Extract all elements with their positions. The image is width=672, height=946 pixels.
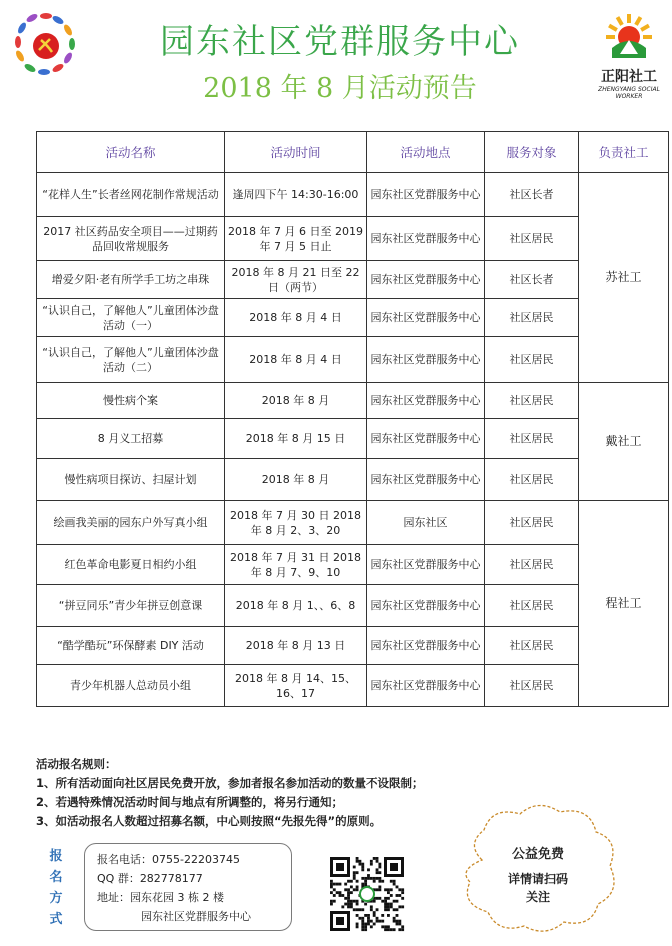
- table-row: [37, 627, 669, 665]
- brand-name: 正阳社工: [601, 69, 657, 85]
- activity-name-cell: 增爱夕阳·老有所学手工坊之串珠: [37, 261, 225, 299]
- activity-target-cell: 社区居民: [485, 627, 579, 665]
- worker-cell: 苏社工: [579, 173, 669, 383]
- cloud-text: [452, 846, 624, 906]
- activity-name-cell: 绘画我美丽的园东户外写真小组: [37, 501, 225, 545]
- activity-time-cell: 2018 年 8 月 15 日: [225, 419, 367, 459]
- activity-time-cell: 2018 年 7 月 6 日至 2019 年 7 月 5 日止: [225, 217, 367, 261]
- table-row: [37, 173, 669, 217]
- activity-name-cell: 红色革命电影夏日相约小组: [37, 545, 225, 585]
- activity-target-cell: 社区长者: [485, 261, 579, 299]
- activity-name-cell: 慢性病项目探访、扫屋计划: [37, 459, 225, 501]
- activity-place-cell: 园东社区党群服务中心: [367, 299, 485, 337]
- activity-time-cell: 2018 年 8 月 4 日: [225, 299, 367, 337]
- activity-place-cell: 园东社区党群服务中心: [367, 419, 485, 459]
- table-header-row: [37, 132, 669, 173]
- registration-title-char: 名: [49, 870, 63, 885]
- activity-name-cell: “拼豆同乐”青少年拼豆创意课: [37, 585, 225, 627]
- cloud-line-3: 关注: [525, 890, 550, 904]
- contact-address-2: 园东社区党群服务中心: [141, 910, 251, 923]
- activity-target-cell: 社区居民: [485, 217, 579, 261]
- table-row: [37, 299, 669, 337]
- activity-time-cell: 2018 年 7 月 30 日 2018 年 8 月 2、3、20: [225, 501, 367, 545]
- table-row: [37, 383, 669, 419]
- table-row: [37, 419, 669, 459]
- activity-time-cell: 逢周四下午 14:30-16:00: [225, 173, 367, 217]
- activity-time-cell: 2018 年 8 月 1、、6、8: [225, 585, 367, 627]
- activity-time-cell: 2018 年 7 月 31 日 2018 年 8 月 7、9、10: [225, 545, 367, 585]
- column-header: 负责社工: [579, 132, 669, 173]
- table-row: [37, 585, 669, 627]
- rule-item: 1、所有活动面向社区居民免费开放，参加者报名参加活动的数量不设限制；: [36, 776, 424, 790]
- activity-place-cell: 园东社区党群服务中心: [367, 665, 485, 707]
- rule-item: 3、如活动报名人数超过招募名额，中心则按照“先报先得”的原则。: [36, 814, 382, 828]
- activity-target-cell: 社区居民: [485, 545, 579, 585]
- brand-logo: [590, 14, 668, 100]
- activity-time-cell: 2018 年 8 月 4 日: [225, 337, 367, 383]
- column-header: 活动名称: [37, 132, 225, 173]
- registration-title-char: 式: [49, 912, 63, 927]
- registration-title: [46, 846, 66, 930]
- activity-place-cell: 园东社区党群服务中心: [367, 337, 485, 383]
- activity-place-cell: 园东社区党群服务中心: [367, 545, 485, 585]
- activity-target-cell: 社区居民: [485, 501, 579, 545]
- worker-cell: 程社工: [579, 501, 669, 707]
- table-row: [37, 459, 669, 501]
- activity-target-cell: 社区居民: [485, 337, 579, 383]
- worker-cell: 戴社工: [579, 383, 669, 501]
- activity-time-cell: 2018 年 8 月 13 日: [225, 627, 367, 665]
- activity-name-cell: 2017 社区药品安全项目——过期药品回收常规服务: [37, 217, 225, 261]
- table-row: [37, 217, 669, 261]
- activity-time-cell: 2018 年 8 月: [225, 459, 367, 501]
- registration-title-char: 报: [49, 849, 63, 864]
- activity-target-cell: 社区居民: [485, 665, 579, 707]
- contact-address: 地址：园东花园 3 栋 2 楼: [97, 891, 224, 904]
- contact-qq: QQ 群：282778177: [97, 872, 203, 885]
- cloud-line-2: 详情请扫码: [507, 872, 568, 886]
- column-header: 活动时间: [225, 132, 367, 173]
- rule-item: 2、若遇特殊情况活动时间与地点有所调整的，将另行通知；: [36, 795, 343, 809]
- page-title: 园东社区党群服务中心: [160, 22, 520, 62]
- page-subtitle: 2018 年 8 月活动预告: [203, 73, 477, 104]
- table-row: [37, 337, 669, 383]
- activity-name-cell: “认识自己，了解他人”儿童团体沙盘活动（二）: [37, 337, 225, 383]
- brand-name-en: ZHENGYANG SOCIAL WORKER: [598, 86, 660, 100]
- activity-target-cell: 社区居民: [485, 299, 579, 337]
- activity-target-cell: 社区居民: [485, 585, 579, 627]
- activity-target-cell: 社区长者: [485, 173, 579, 217]
- cloud-line-1: 公益免费: [511, 847, 564, 862]
- activity-place-cell: 园东社区党群服务中心: [367, 217, 485, 261]
- table-body: [37, 173, 669, 707]
- activity-time-cell: 2018 年 8 月 14、15、16、17: [225, 665, 367, 707]
- contact-box: [84, 843, 292, 931]
- rules-title: 活动报名规则：: [36, 757, 117, 771]
- table-row: [37, 261, 669, 299]
- table-row: [37, 665, 669, 707]
- table-row: [37, 545, 669, 585]
- activity-name-cell: 8 月义工招募: [37, 419, 225, 459]
- activity-name-cell: “认识自己，了解他人”儿童团体沙盘活动（一）: [37, 299, 225, 337]
- community-logo-icon: [6, 6, 84, 84]
- column-header: 服务对象: [485, 132, 579, 173]
- sun-logo-icon: [606, 14, 652, 60]
- qr-code-icon[interactable]: [328, 855, 406, 933]
- activity-table: [36, 131, 669, 707]
- activity-place-cell: 园东社区党群服务中心: [367, 173, 485, 217]
- registration-title-char: 方: [49, 891, 63, 906]
- table-row: [37, 501, 669, 545]
- activity-time-cell: 2018 年 8 月: [225, 383, 367, 419]
- contact-phone: 报名电话：0755-22203745: [97, 853, 240, 866]
- activity-time-cell: 2018 年 8 月 21 日至 22 日（两节）: [225, 261, 367, 299]
- activity-place-cell: 园东社区党群服务中心: [367, 261, 485, 299]
- activity-name-cell: 青少年机器人总动员小组: [37, 665, 225, 707]
- activity-name-cell: “花样人生”长者丝网花制作常规活动: [37, 173, 225, 217]
- activity-name-cell: “酷学酷玩”环保酵素 DIY 活动: [37, 627, 225, 665]
- activity-target-cell: 社区居民: [485, 459, 579, 501]
- activity-name-cell: 慢性病个案: [37, 383, 225, 419]
- activity-target-cell: 社区居民: [485, 419, 579, 459]
- activity-place-cell: 园东社区党群服务中心: [367, 627, 485, 665]
- activity-place-cell: 园东社区党群服务中心: [367, 383, 485, 419]
- activity-place-cell: 园东社区: [367, 501, 485, 545]
- activity-place-cell: 园东社区党群服务中心: [367, 459, 485, 501]
- activity-place-cell: 园东社区党群服务中心: [367, 585, 485, 627]
- column-header: 活动地点: [367, 132, 485, 173]
- activity-target-cell: 社区居民: [485, 383, 579, 419]
